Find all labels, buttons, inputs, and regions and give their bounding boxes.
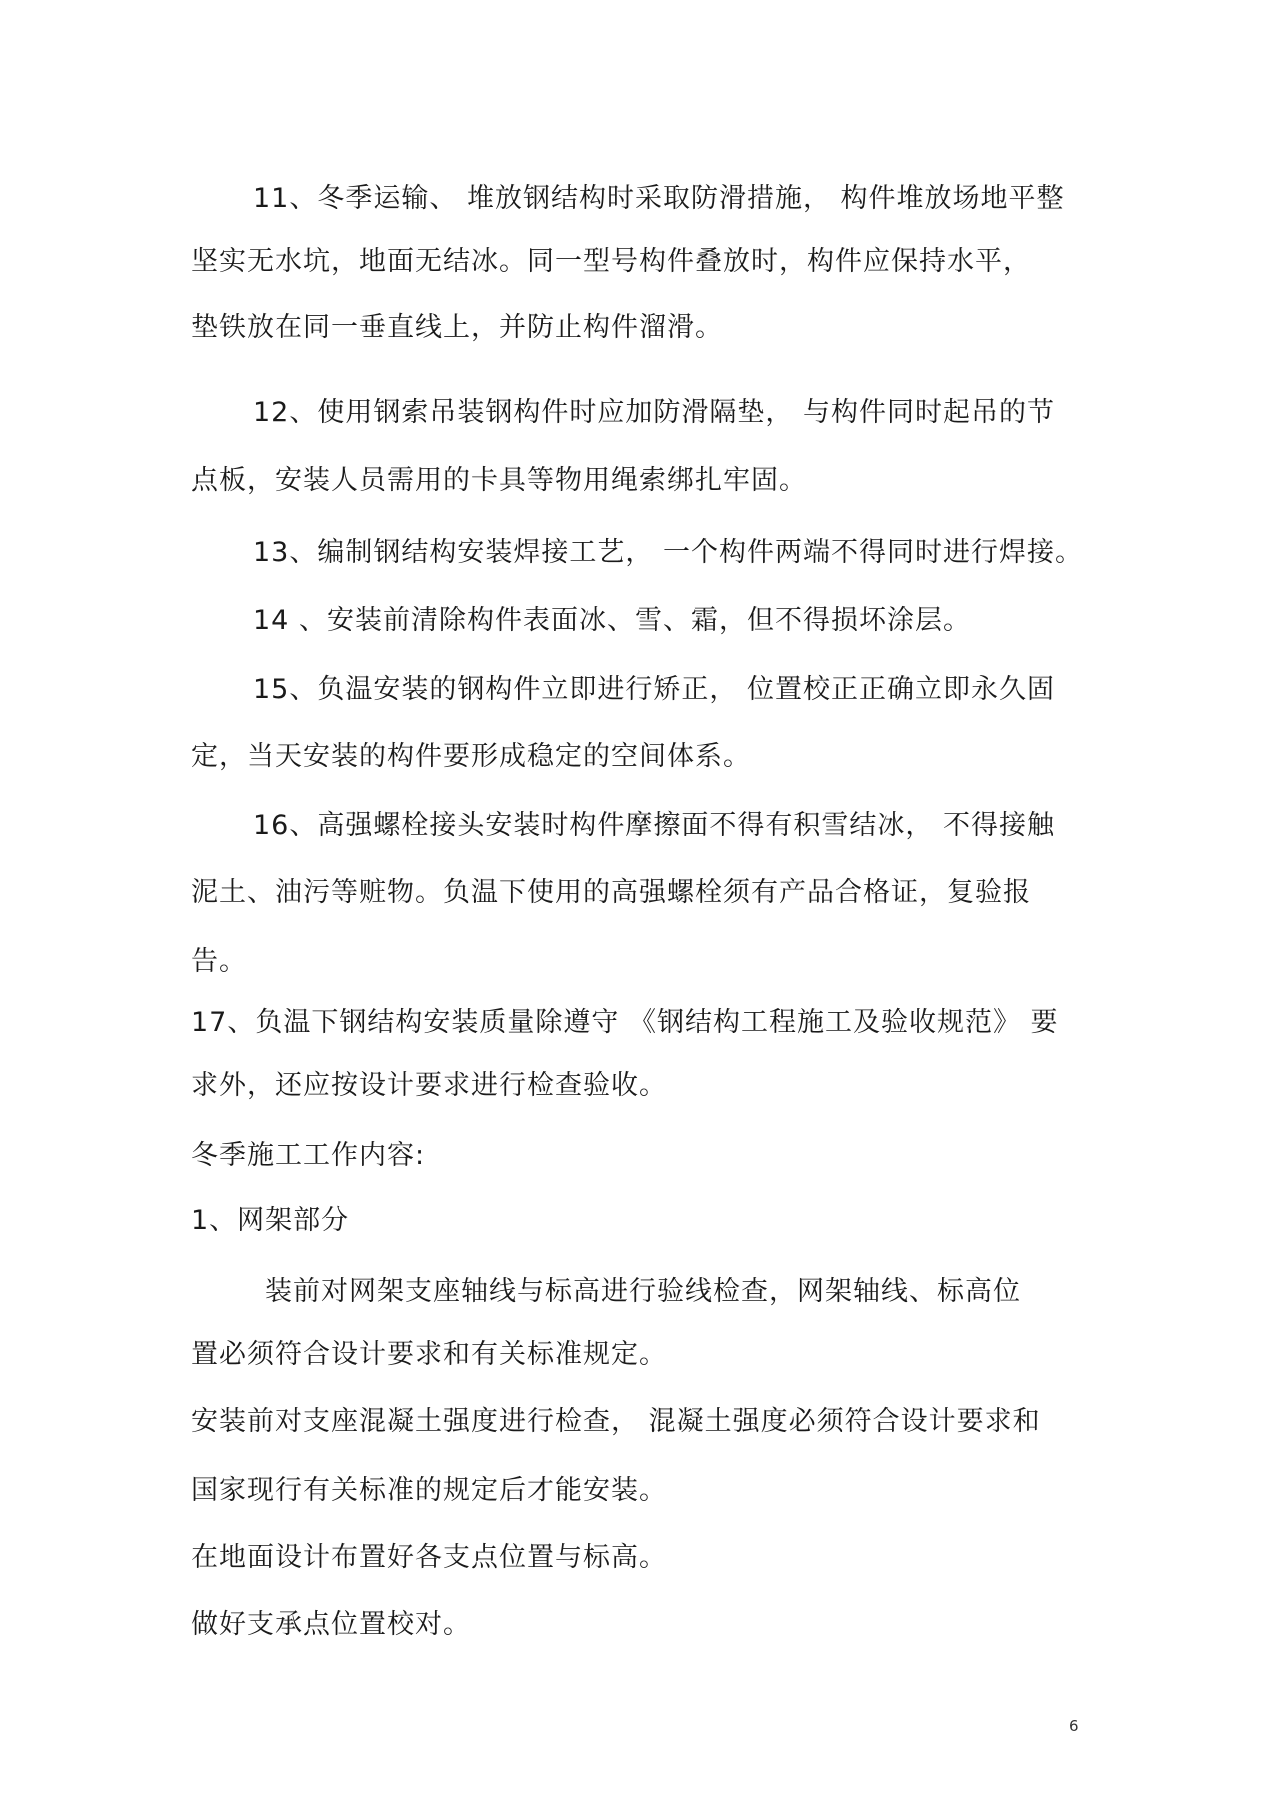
paragraph-17-line-2: 求外，还应按设计要求进行检查验收。 — [191, 1070, 667, 1101]
paragraph-b-line-1: 安装前对支座混凝土强度进行检查， 混凝土强度必须符合设计要求和 — [191, 1406, 1041, 1437]
paragraph-15-line-1: 15、负温安装的钢构件立即进行矫正， 位置校正正确立即永久固 — [253, 674, 1055, 705]
paragraph-15-line-2: 定，当天安装的构件要形成稳定的空间体系。 — [191, 741, 751, 772]
paragraph-11-line-1: 11、冬季运输、 堆放钢结构时采取防滑措施， 构件堆放场地平整 — [253, 183, 1065, 214]
paragraph-14: 14 、安装前清除构件表面冰、雪、霜，但不得损坏涂层。 — [253, 605, 971, 636]
paragraph-16-line-2: 泥土、油污等赃物。负温下使用的高强螺栓须有产品合格证，复验报 — [191, 877, 1031, 908]
paragraph-16-line-3: 告。 — [191, 946, 247, 977]
paragraph-b-line-2: 国家现行有关标准的规定后才能安装。 — [191, 1475, 667, 1506]
section-heading: 冬季施工工作内容: — [191, 1140, 426, 1171]
subsection-heading: 1、网架部分 — [191, 1205, 350, 1236]
paragraph-c: 在地面设计布置好各支点位置与标高。 — [191, 1542, 667, 1573]
paragraph-d: 做好支承点位置校对。 — [191, 1609, 471, 1640]
paragraph-11-line-2: 坚实无水坑，地面无结冰。同一型号构件叠放时，构件应保持水平， — [191, 246, 1031, 277]
paragraph-11-line-3: 垫铁放在同一垂直线上，并防止构件溜滑。 — [191, 312, 723, 343]
paragraph-17-line-1: 17、负温下钢结构安装质量除遵守 《钢结构工程施工及验收规范》 要 — [191, 1007, 1059, 1038]
paragraph-a-line-1: 装前对网架支座轴线与标高进行验线检查，网架轴线、标高位 — [265, 1276, 1021, 1307]
paragraph-12-line-1: 12、使用钢索吊装钢构件时应加防滑隔垫， 与构件同时起吊的节 — [253, 397, 1055, 428]
paragraph-13: 13、编制钢结构安装焊接工艺， 一个构件两端不得同时进行焊接。 — [253, 537, 1083, 568]
paragraph-12-line-2: 点板，安装人员需用的卡具等物用绳索绑扎牢固。 — [191, 465, 807, 496]
page-number: 6 — [1069, 1717, 1079, 1735]
paragraph-a-line-2: 置必须符合设计要求和有关标准规定。 — [191, 1339, 667, 1370]
paragraph-16-line-1: 16、高强螺栓接头安装时构件摩擦面不得有积雪结冰， 不得接触 — [253, 810, 1055, 841]
